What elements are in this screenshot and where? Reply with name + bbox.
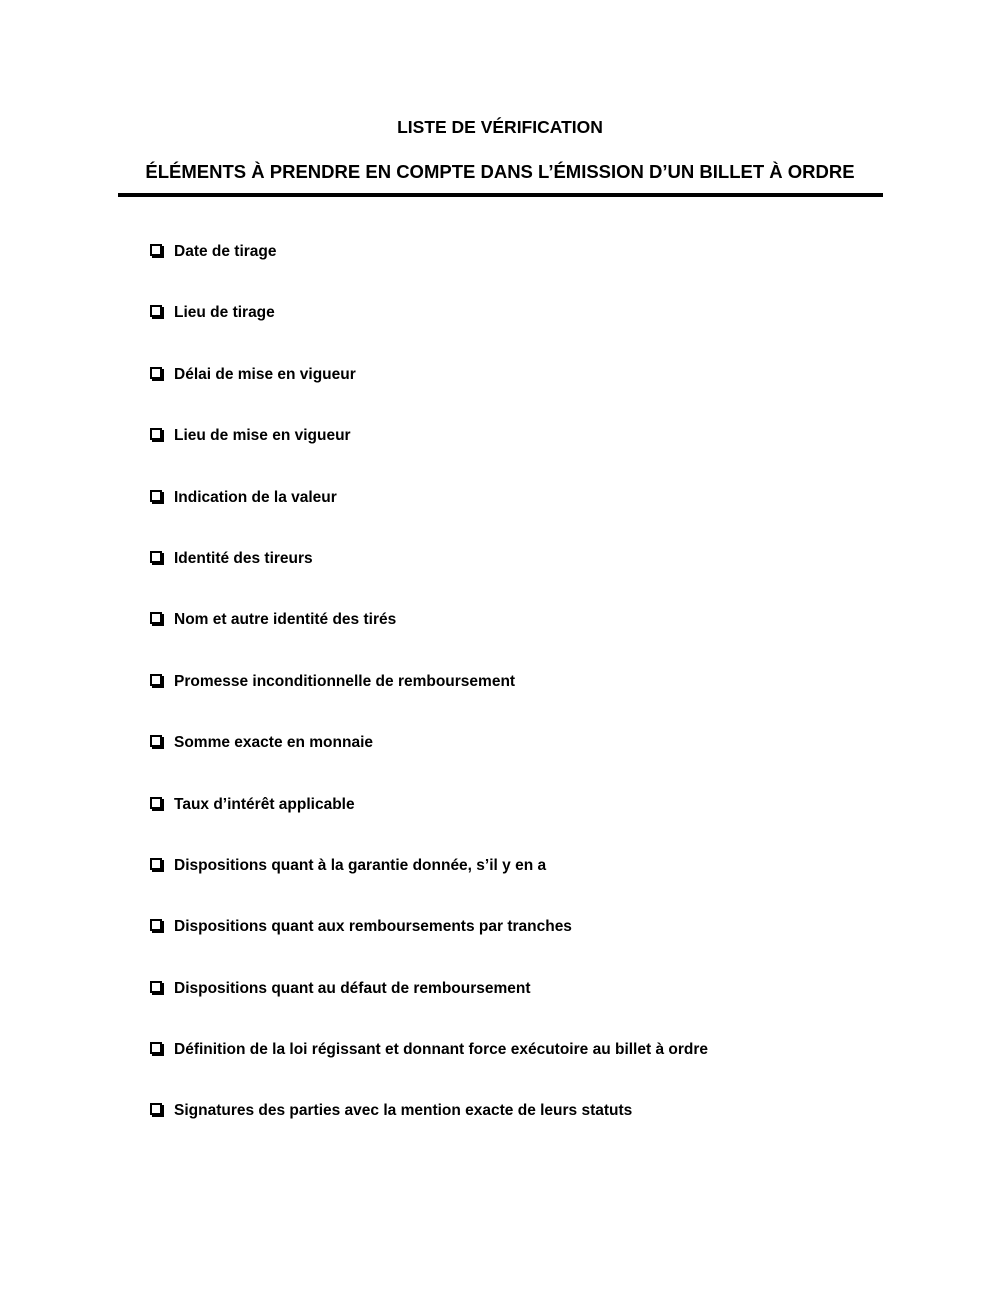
checklist-item [150, 1040, 708, 1101]
checkbox-icon[interactable] [150, 919, 162, 931]
checkbox-icon[interactable] [150, 244, 162, 256]
checkbox-icon[interactable] [150, 981, 162, 993]
checklist-item-label: Taux d’intérêt applicable [174, 795, 355, 813]
checklist-item-label: Définition de la loi régissant et donnant force exécutoire au billet à ordre [174, 1041, 708, 1059]
checklist-item [150, 979, 708, 1040]
checkbox-icon[interactable] [150, 1103, 162, 1115]
checklist [150, 242, 708, 1163]
checklist-item-label: Délai de mise en vigueur [174, 365, 356, 383]
checklist-item-label: Lieu de tirage [174, 304, 275, 322]
checkbox-icon[interactable] [150, 490, 162, 502]
checklist-item [150, 672, 708, 733]
checklist-item [150, 1101, 708, 1162]
checklist-item [150, 610, 708, 671]
checkbox-icon[interactable] [150, 674, 162, 686]
checkbox-icon[interactable] [150, 1042, 162, 1054]
checkbox-icon[interactable] [150, 735, 162, 747]
checklist-item [150, 303, 708, 364]
checklist-item-label: Indication de la valeur [174, 488, 337, 506]
checklist-item [150, 856, 708, 917]
checkbox-icon[interactable] [150, 551, 162, 563]
checklist-item-label: Dispositions quant au défaut de remboursement [174, 979, 531, 997]
checklist-item [150, 488, 708, 549]
document-title: LISTE DE VÉRIFICATION [397, 117, 603, 137]
checklist-item [150, 917, 708, 978]
checklist-item-label: Somme exacte en monnaie [174, 734, 373, 752]
checklist-item-label: Lieu de mise en vigueur [174, 427, 351, 445]
checklist-item [150, 426, 708, 487]
checklist-item [150, 365, 708, 426]
checklist-item-label: Signatures des parties avec la mention exacte de leurs statuts [174, 1102, 633, 1120]
checkbox-icon[interactable] [150, 367, 162, 379]
checklist-item [150, 242, 708, 303]
checklist-item [150, 549, 708, 610]
checklist-item-label: Dispositions quant à la garantie donnée, s’il y en a [174, 856, 547, 874]
title-divider [118, 193, 883, 197]
checklist-item-label: Identité des tireurs [174, 549, 313, 567]
checklist-item [150, 795, 708, 856]
checklist-item-label: Promesse inconditionnelle de remboursement [174, 672, 516, 690]
checklist-item [150, 733, 708, 794]
checkbox-icon[interactable] [150, 858, 162, 870]
checkbox-icon[interactable] [150, 305, 162, 317]
document-subtitle: ÉLÉMENTS À PRENDRE EN COMPTE DANS L’ÉMISSION D’UN BILLET À ORDRE [145, 161, 855, 182]
checklist-item-label: Nom et autre identité des tirés [174, 611, 397, 629]
checkbox-icon[interactable] [150, 428, 162, 440]
checkbox-icon[interactable] [150, 797, 162, 809]
checklist-item-label: Dispositions quant aux remboursements par tranches [174, 918, 572, 936]
checkbox-icon[interactable] [150, 612, 162, 624]
checklist-item-label: Date de tirage [174, 243, 277, 260]
